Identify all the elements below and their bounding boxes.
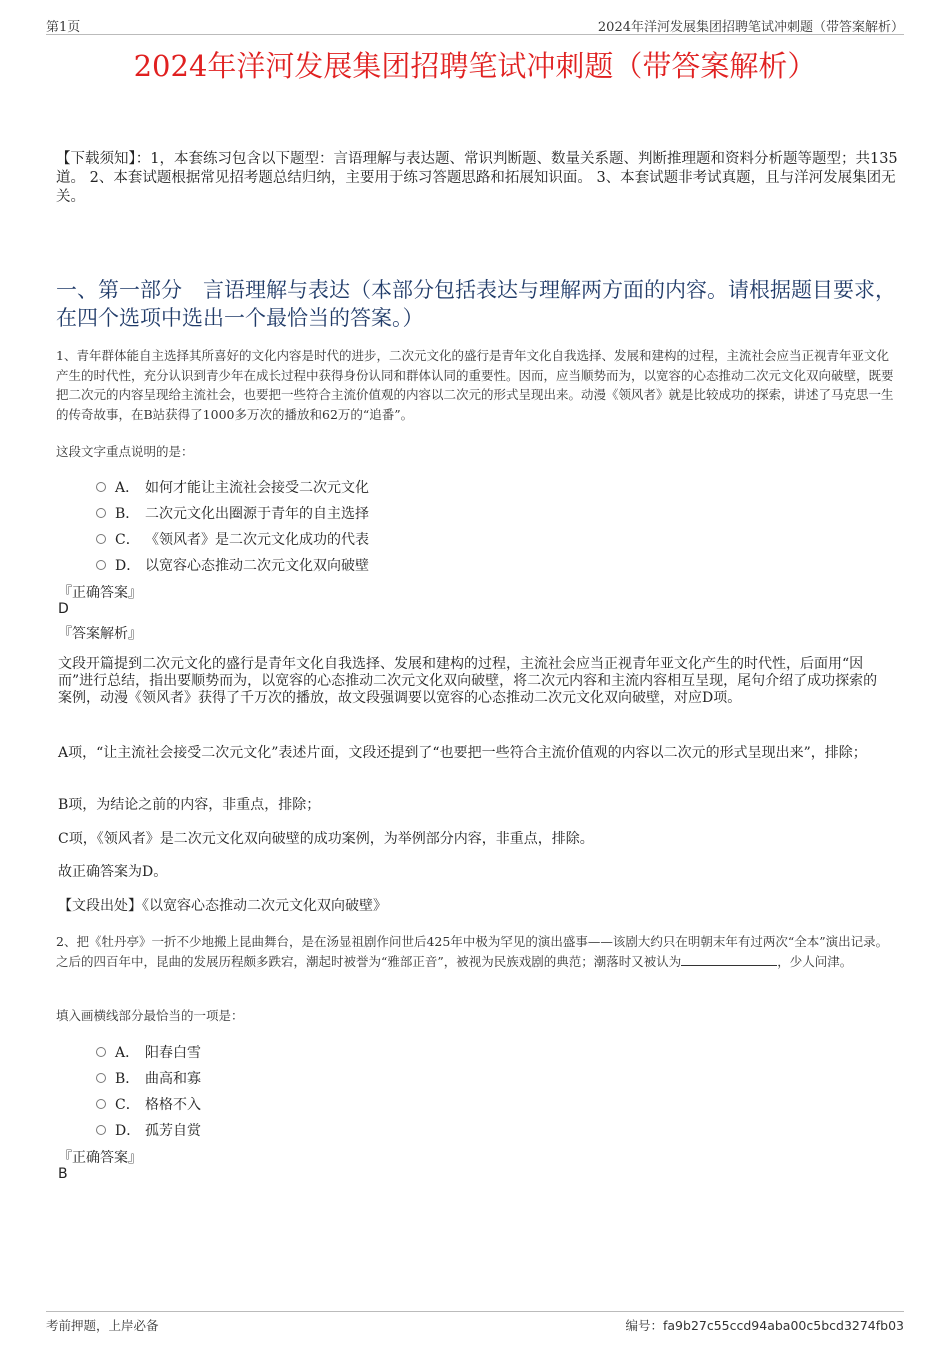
section-title: 一、第一部分 言语理解与表达（本部分包括表达与理解两方面的内容。请根据题目要求，在四个选项中选出一个最恰当的答案。） bbox=[56, 278, 896, 330]
document-title: 2024年洋河发展集团招聘笔试冲刺题（带答案解析） bbox=[133, 49, 817, 83]
download-notice: 【下载须知】：1，本套练习包含以下题型：言语理解与表达题、常识判断题、数量关系题、判断推理题和资料分析题等题型；共135道。 2、本套试题根据常见招考题总结归纳，主要用于练习答题思路和拓展知识面。 3、本套试题非考试真题，且与洋河发展集团无关。 bbox=[56, 151, 898, 205]
q2-option-d[interactable]: D． 孤芳自赏 bbox=[96, 1120, 201, 1140]
q1-analysis-b: B项，为结论之前的内容，非重点，排除； bbox=[58, 797, 321, 813]
fill-blank bbox=[681, 953, 777, 966]
header-doc-title: 2024年洋河发展集团招聘笔试冲刺题（带答案解析） bbox=[597, 20, 904, 35]
q1-analysis-main: 文段开篇提到二次元文化的盛行是青年文化自我选择、发展和建构的过程，主流社会应当正视青年亚文化产生的时代性，后面用“因而”进行总结，指出要顺势而为，以宽容的心态推动二次元文化双向破壁，将二次元内容和主流内容相互呈现，尾句介绍了成功探索的案例，动漫《领风者》获得了千万次的播放，故文段强调要以宽容的心态推动二次元文化双向破壁，对应D项。 bbox=[58, 656, 878, 706]
question-1-prompt: 这段文字重点说明的是： bbox=[56, 444, 194, 459]
q2-option-a[interactable]: A． 阳春白雪 bbox=[96, 1042, 201, 1062]
radio-icon[interactable] bbox=[96, 534, 106, 544]
q1-option-d[interactable]: D． 以宽容心态推动二次元文化双向破壁 bbox=[96, 555, 369, 575]
question-1-text: 1、青年群体能自主选择其所喜好的文化内容是时代的进步，二次元文化的盛行是青年文化自我选择、发展和建构的过程，主流社会应当正视青年亚文化产生的时代性，充分认识到青少年在成长过程中获得身份认同和群体认同的重要性。因而，应当顺势而为，以宽容的心态推动二次元文化双向破壁，既要把二次元的内容呈现给主流社会，也要把一些符合主流价值观的内容以二次元的形式呈现出来。动漫《领风者》就是比较成功的探索，讲述了马克思一生的传奇故事，在B站获得了1000多万次的播放和62万的“追番”。 bbox=[56, 348, 894, 422]
q1-source: 【文段出处】《以宽容心态推动二次元文化双向破壁》 bbox=[58, 898, 387, 914]
q2-option-b[interactable]: B． 曲高和寡 bbox=[96, 1068, 201, 1088]
q1-analysis-c: C项，《领风者》是二次元文化双向破壁的成功案例，为举例部分内容，非重点，排除。 bbox=[58, 831, 594, 847]
radio-icon[interactable] bbox=[96, 560, 106, 570]
radio-icon[interactable] bbox=[96, 1047, 106, 1057]
q1-option-c[interactable]: C． 《领风者》是二次元文化成功的代表 bbox=[96, 529, 369, 549]
question-2-text: 2、把《牡丹亭》一折不少地搬上昆曲舞台，是在汤显祖剧作问世后425年中极为罕见的演出盛事——该剧大约只在明朝末年有过两次“全本”演出记录。之后的四百年中，昆曲的发展历程颇多跌宕，潮起时被誉为“雅部正音”，被视为民族戏剧的典范；潮落时又被认为 ，少人问津。 bbox=[56, 934, 889, 969]
q2-option-c[interactable]: C． 格格不入 bbox=[96, 1094, 201, 1114]
q1-answer: D bbox=[58, 601, 69, 617]
q2-answer: B bbox=[58, 1166, 68, 1182]
page-header bbox=[46, 14, 904, 35]
radio-icon[interactable] bbox=[96, 1099, 106, 1109]
page-number: 第1页 bbox=[46, 20, 81, 35]
q2-answer-label: 『正确答案』 bbox=[58, 1150, 142, 1166]
radio-icon[interactable] bbox=[96, 508, 106, 518]
q1-analysis-label: 『答案解析』 bbox=[58, 626, 142, 642]
q1-analysis-a: A项，“让主流社会接受二次元文化”表述片面，文段还提到了“也要把一些符合主流价值观的内容以二次元的形式呈现出来”，排除； bbox=[58, 745, 867, 761]
radio-icon[interactable] bbox=[96, 1125, 106, 1135]
q1-option-b[interactable]: B． 二次元文化出圈源于青年的自主选择 bbox=[96, 503, 369, 523]
q1-analysis-conclusion: 故正确答案为D。 bbox=[58, 864, 168, 880]
footer-code: 编号：fa9b27c55ccd94aba00c5bcd3274fb03 bbox=[625, 1318, 904, 1333]
question-2-prompt: 填入画横线部分最恰当的一项是： bbox=[56, 1008, 244, 1023]
page-footer bbox=[46, 1311, 904, 1334]
q1-answer-label: 『正确答案』 bbox=[58, 585, 142, 601]
footer-slogan: 考前押题，上岸必备 bbox=[46, 1318, 159, 1333]
radio-icon[interactable] bbox=[96, 482, 106, 492]
radio-icon[interactable] bbox=[96, 1073, 106, 1083]
q1-option-a[interactable]: A． 如何才能让主流社会接受二次元文化 bbox=[96, 477, 369, 497]
